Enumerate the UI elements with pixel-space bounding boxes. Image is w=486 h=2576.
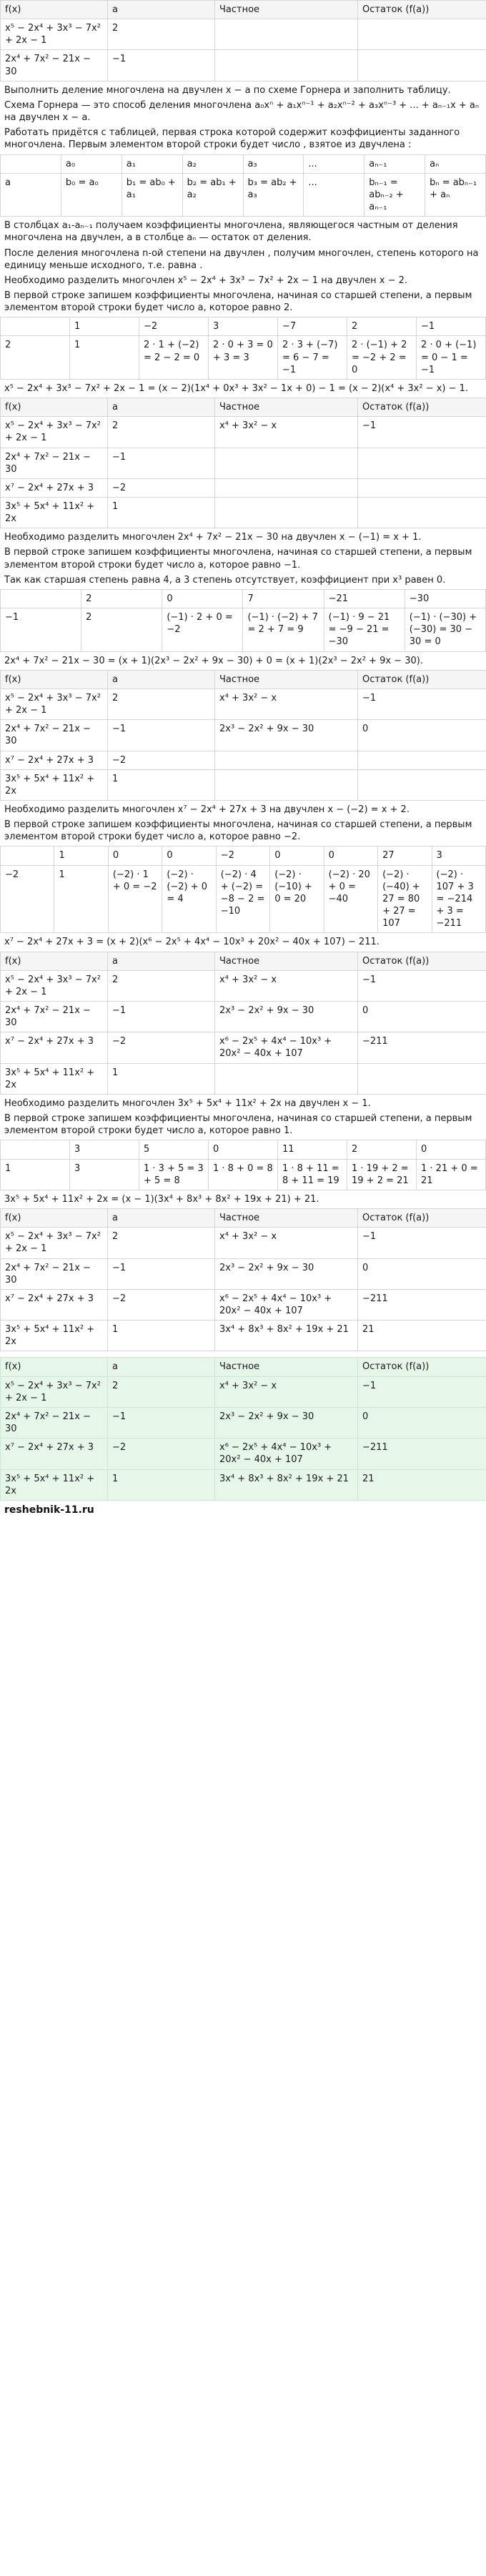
- intro-paragraph: Работать придётся с таблицей, первая строка которой содержит коэффициенты заданного многочлена. Первым элементом второй строки будет число , взятое из двучлена :: [4, 127, 460, 151]
- cell-fx: 3x⁵ + 5x⁴ + 11x² + 2x: [1, 1063, 108, 1094]
- cell-remainder: 0: [358, 1258, 486, 1289]
- cell-fx: x⁵ − 2x⁴ + 3x³ − 7x² + 2x − 1: [1, 1228, 108, 1258]
- header-remainder: Остаток (f(a)): [358, 398, 486, 417]
- horner-cell: 2 · (−1) + 2 = −2 + 2 = 0: [347, 336, 417, 379]
- cell-a: −2: [108, 1289, 215, 1320]
- horner-top-row: [1, 1140, 486, 1159]
- cell-remainder: [358, 50, 486, 81]
- cell-quotient: x⁴ + 3x² − x: [215, 1376, 358, 1407]
- cell-quotient: x⁴ + 3x² − x: [215, 689, 358, 719]
- cell-fx: x⁷ − 2x⁴ + 27x + 3: [1, 1032, 108, 1063]
- table-row: [1, 689, 486, 719]
- horner-cell: 0: [209, 1140, 278, 1159]
- cell-a: 2: [108, 970, 215, 1001]
- horner-cell: ...: [304, 154, 364, 173]
- horner-cell: 0: [162, 847, 216, 865]
- horner-cell: 7: [243, 589, 324, 608]
- horner-cell: (−2) · 107 + 3 = −214 + 3 = −211: [432, 865, 486, 933]
- horner-cell: 1: [54, 847, 108, 865]
- result-line: x⁵ − 2x⁴ + 3x³ − 7x² + 2x − 1 = (x − 2)(1x⁴ + 0x³ + 3x² − 1x + 0) − 1 = (x − 2)(x⁴ + 3x² − x) − 1.: [4, 383, 469, 394]
- header-fx: f(x): [1, 952, 108, 970]
- cell-a: −2: [108, 1438, 215, 1469]
- header-quotient: Частное: [215, 398, 358, 417]
- table-row: [1, 498, 486, 528]
- table-row: [1, 769, 486, 800]
- cell-a: 2: [108, 1376, 215, 1407]
- cell-remainder: [358, 1063, 486, 1094]
- table-row: [1, 1063, 486, 1094]
- cell-quotient: 3x⁴ + 8x³ + 8x² + 19x + 21: [215, 1469, 358, 1500]
- horner-cell: −2: [216, 847, 269, 865]
- cell-quotient: x⁴ + 3x² − x: [215, 970, 358, 1001]
- cell-a: 2: [108, 689, 215, 719]
- horner-cell: [1, 589, 81, 608]
- cell-remainder: −211: [358, 1289, 486, 1320]
- table-row: [1, 1469, 486, 1500]
- horner-table-2: [0, 589, 486, 652]
- result-line: 3x⁵ + 5x⁴ + 11x² + 2x = (x − 1)(3x⁴ + 8x³ + 8x² + 19x + 21) + 21.: [4, 1193, 319, 1205]
- table-row: [1, 50, 486, 81]
- cell-remainder: 0: [358, 1002, 486, 1032]
- horner-cell: 2: [81, 589, 162, 608]
- horner-cell: (−1) · 2 + 0 = −2: [162, 608, 243, 651]
- horner-cell: b₂ = ab₁ + a₂: [182, 173, 243, 216]
- cell-a: −1: [108, 448, 215, 478]
- cell-remainder: [358, 448, 486, 478]
- cell-remainder: −1: [358, 417, 486, 448]
- cell-remainder: 21: [358, 1321, 486, 1351]
- horner-cell: a₃: [243, 154, 304, 173]
- table-row: [1, 478, 486, 497]
- table-row: [1, 1289, 486, 1320]
- explain-paragraph: Необходимо разделить многочлен x⁵ − 2x⁴ + 3x³ − 7x² + 2x − 1 на двучлен x − 2.: [4, 275, 408, 286]
- step-paragraph: В первой строке запишем коэффициенты многочлена, начиная со старшей степени, а первым элементом второй строки будет число a, которое равно −1.: [4, 547, 472, 571]
- cell-fx: 3x⁵ + 5x⁴ + 11x² + 2x: [1, 1469, 108, 1500]
- cell-a: 1: [108, 1321, 215, 1351]
- horner-cell: [1, 1140, 70, 1159]
- horner-cell: 3: [70, 1159, 139, 1190]
- cell-a: −1: [108, 720, 215, 751]
- horner-cell: [1, 154, 61, 173]
- cell-fx: 3x⁵ + 5x⁴ + 11x² + 2x: [1, 1321, 108, 1351]
- step-paragraph: В первой строке запишем коэффициенты многочлена, начиная со старшей степени, а первым элементом второй строки будет число a, которое равно −2.: [4, 819, 472, 843]
- table-row: [1, 1438, 486, 1469]
- task-table: [0, 0, 486, 82]
- cell-quotient: [215, 19, 358, 50]
- horner-cell: 1 · 19 + 2 = 19 + 2 = 21: [347, 1159, 417, 1190]
- cell-quotient: [215, 769, 358, 800]
- horner-cell: 2 · 1 + (−2) = 2 − 2 = 0: [139, 336, 209, 379]
- horner-cell: 2 · 3 + (−7) = 6 − 7 = −1: [278, 336, 347, 379]
- cell-remainder: −1: [358, 970, 486, 1001]
- cell-fx: x⁵ − 2x⁴ + 3x³ − 7x² + 2x − 1: [1, 19, 108, 50]
- table-row: [1, 1258, 486, 1289]
- header-fx: f(x): [1, 1358, 108, 1376]
- cell-a: −1: [108, 1258, 215, 1289]
- cell-remainder: [358, 478, 486, 497]
- cell-a: 1: [108, 769, 215, 800]
- cell-quotient: x⁴ + 3x² − x: [215, 417, 358, 448]
- cell-quotient: [215, 478, 358, 497]
- cell-quotient: 2x³ − 2x² + 9x − 30: [215, 1002, 358, 1032]
- cell-a: 2: [108, 19, 215, 50]
- horner-cell: −2: [1, 865, 54, 933]
- cell-a: 2: [108, 417, 215, 448]
- cell-quotient: [215, 448, 358, 478]
- header-quotient: Частное: [215, 952, 358, 970]
- final-answer-table: [0, 1357, 486, 1500]
- cell-a: −2: [108, 751, 215, 769]
- horner-cell: b₃ = ab₂ + a₃: [243, 173, 304, 216]
- horner-cell: 2: [347, 1140, 417, 1159]
- cell-remainder: 21: [358, 1469, 486, 1500]
- cell-fx: 3x⁵ + 5x⁴ + 11x² + 2x: [1, 498, 108, 528]
- horner-cell: bₙ₋₁ = abₙ₋₂ + aₙ₋₁: [364, 173, 425, 216]
- horner-cell: (−1) · (−30) + (−30) = 30 − 30 = 0: [405, 608, 485, 651]
- header-a: a: [108, 1209, 215, 1228]
- horner-cell: 1: [1, 1159, 70, 1190]
- horner-cell: (−2) · (−2) + 0 = 4: [162, 865, 216, 933]
- horner-cell: 1 · 8 + 11 = 8 + 11 = 19: [278, 1159, 347, 1190]
- horner-table-3: [0, 846, 486, 933]
- cell-remainder: [358, 769, 486, 800]
- horner-cell: 3: [70, 1140, 139, 1159]
- horner-cell: 2: [347, 317, 417, 336]
- horner-cell: 11: [278, 1140, 347, 1159]
- table-row: [1, 1002, 486, 1032]
- cell-remainder: 0: [358, 1407, 486, 1438]
- table-row: [1, 720, 486, 751]
- table-row: [1, 970, 486, 1001]
- horner-cell: 1: [54, 865, 108, 933]
- cell-fx: x⁷ − 2x⁴ + 27x + 3: [1, 1438, 108, 1469]
- horner-cell: 1: [70, 317, 139, 336]
- cell-a: −1: [108, 50, 215, 81]
- cell-a: −1: [108, 1407, 215, 1438]
- horner-general-table: [0, 154, 486, 217]
- horner-cell: 3: [432, 847, 486, 865]
- horner-bottom-row: [1, 865, 486, 933]
- cell-fx: 2x⁴ + 7x² − 21x − 30: [1, 50, 108, 81]
- header-quotient: Частное: [215, 670, 358, 689]
- horner-cell: 27: [378, 847, 432, 865]
- cell-quotient: x⁶ − 2x⁵ + 4x⁴ − 10x³ + 20x² − 40x + 107: [215, 1289, 358, 1320]
- header-fx: f(x): [1, 398, 108, 417]
- table-row: [1, 1376, 486, 1407]
- horner-table-4: [0, 1140, 486, 1190]
- header-a: a: [108, 952, 215, 970]
- horner-cell: 0: [324, 847, 377, 865]
- cell-remainder: −211: [358, 1438, 486, 1469]
- cell-fx: 3x⁵ + 5x⁴ + 11x² + 2x: [1, 769, 108, 800]
- horner-cell: ...: [304, 173, 364, 216]
- cell-quotient: x⁶ − 2x⁵ + 4x⁴ − 10x³ + 20x² − 40x + 107: [215, 1032, 358, 1063]
- cell-remainder: [358, 751, 486, 769]
- cell-a: 1: [108, 498, 215, 528]
- cell-fx: x⁷ − 2x⁴ + 27x + 3: [1, 751, 108, 769]
- cell-fx: x⁷ − 2x⁴ + 27x + 3: [1, 1289, 108, 1320]
- horner-bottom-row: [1, 173, 486, 216]
- step-paragraph: Так как старшая степень равна 4, а 3 степень отсутствует, коэффициент при x³ равен 0.: [4, 574, 446, 586]
- table-header-row: [1, 398, 486, 417]
- horner-cell: (−2) · 20 + 0 = −40: [324, 865, 377, 933]
- explain-paragraph: В столбцах a₁-aₙ₋₁ получаем коэффициенты многочлена, являющегося частным от деления многочлена на двучлен, а в столбце aₙ — остаток от деления.: [4, 220, 458, 244]
- horner-cell: (−2) · (−10) + 0 = 20: [270, 865, 324, 933]
- result-table-3: [0, 670, 486, 801]
- header-a: a: [108, 670, 215, 689]
- horner-cell: a₁: [122, 154, 182, 173]
- cell-quotient: x⁴ + 3x² − x: [215, 1228, 358, 1258]
- table-header-row: [1, 670, 486, 689]
- horner-table-1: [0, 317, 486, 380]
- cell-fx: 2x⁴ + 7x² − 21x − 30: [1, 1407, 108, 1438]
- cell-quotient: x⁶ − 2x⁵ + 4x⁴ − 10x³ + 20x² − 40x + 107: [215, 1438, 358, 1469]
- horner-cell: 0: [162, 589, 243, 608]
- result-table-4: [0, 952, 486, 1095]
- table-row: [1, 417, 486, 448]
- horner-cell: 0: [108, 847, 162, 865]
- step-paragraph: Необходимо разделить многочлен 2x⁴ + 7x² − 21x − 30 на двучлен x − (−1) = x + 1.: [4, 532, 422, 543]
- header-a: a: [108, 1358, 215, 1376]
- step-paragraph: В первой строке запишем коэффициенты многочлена, начиная со старшей степени, а первым элементом второй строки будет число a, которое равно 1.: [4, 1113, 472, 1137]
- cell-fx: x⁵ − 2x⁴ + 3x³ − 7x² + 2x − 1: [1, 1376, 108, 1407]
- cell-fx: 2x⁴ + 7x² − 21x − 30: [1, 448, 108, 478]
- cell-quotient: [215, 751, 358, 769]
- header-quotient: Частное: [215, 1358, 358, 1376]
- horner-cell: 2 · 0 + 3 = 0 + 3 = 3: [209, 336, 278, 379]
- horner-bottom-row: [1, 608, 486, 651]
- horner-cell: 0: [417, 1140, 486, 1159]
- header-remainder: Остаток (f(a)): [358, 1, 486, 19]
- horner-cell: 1: [70, 336, 139, 379]
- table-header-row: [1, 952, 486, 970]
- cell-quotient: 2x³ − 2x² + 9x − 30: [215, 1407, 358, 1438]
- horner-cell: b₁ = ab₀ + a₁: [122, 173, 182, 216]
- header-a: a: [108, 1, 215, 19]
- intro-paragraph: Схема Горнера — это способ деления многочлена a₀xⁿ + a₁xⁿ⁻¹ + a₂xⁿ⁻² + a₃xⁿ⁻³ + ... + aₙ₋₁x + aₙ на двучлен x − a.: [4, 99, 480, 124]
- cell-fx: 2x⁴ + 7x² − 21x − 30: [1, 1002, 108, 1032]
- cell-a: 2: [108, 1228, 215, 1258]
- cell-remainder: −1: [358, 689, 486, 719]
- table-row: [1, 19, 486, 50]
- horner-cell: [1, 847, 54, 865]
- horner-cell: 3: [209, 317, 278, 336]
- table-row: [1, 1407, 486, 1438]
- horner-bottom-row: [1, 1159, 486, 1190]
- header-fx: f(x): [1, 1, 108, 19]
- header-remainder: Остаток (f(a)): [358, 1358, 486, 1376]
- horner-cell: 5: [139, 1140, 209, 1159]
- horner-cell: −2: [139, 317, 209, 336]
- horner-cell: (−1) · (−2) + 7 = 2 + 7 = 9: [243, 608, 324, 651]
- table-row: [1, 1321, 486, 1351]
- horner-cell: (−2) · (−40) + 27 = 80 + 27 = 107: [378, 865, 432, 933]
- horner-cell: 2 · 0 + (−1) = 0 − 1 = −1: [417, 336, 486, 379]
- horner-cell: −7: [278, 317, 347, 336]
- cell-quotient: 2x³ − 2x² + 9x − 30: [215, 1258, 358, 1289]
- cell-a: 1: [108, 1469, 215, 1500]
- result-line: 2x⁴ + 7x² − 21x − 30 = (x + 1)(2x³ − 2x² + 9x − 30) + 0 = (x + 1)(2x³ − 2x² + 9x − 30).: [4, 655, 423, 666]
- horner-cell: (−1) · 9 − 21 = −9 − 21 = −30: [324, 608, 405, 651]
- cell-quotient: [215, 1063, 358, 1094]
- cell-fx: 2x⁴ + 7x² − 21x − 30: [1, 1258, 108, 1289]
- step-paragraph: Необходимо разделить многочлен 3x⁵ + 5x⁴ + 11x² + 2x на двучлен x − 1.: [4, 1097, 371, 1109]
- header-remainder: Остаток (f(a)): [358, 670, 486, 689]
- step-paragraph: Необходимо разделить многочлен x⁷ − 2x⁴ + 27x + 3 на двучлен x − (−2) = x + 2.: [4, 804, 410, 815]
- horner-cell: 2: [81, 608, 162, 651]
- result-line: x⁷ − 2x⁴ + 27x + 3 = (x + 2)(x⁶ − 2x⁵ + 4x⁴ − 10x³ + 20x² − 40x + 107) − 211.: [4, 937, 380, 948]
- horner-cell: [1, 317, 70, 336]
- horner-bottom-row: [1, 336, 486, 379]
- table-header-row: [1, 1, 486, 19]
- header-fx: f(x): [1, 670, 108, 689]
- cell-quotient: [215, 498, 358, 528]
- table-row: [1, 751, 486, 769]
- intro-paragraph: Выполнить деление многочлена на двучлен x − a по схеме Горнера и заполнить таблицу.: [4, 84, 451, 96]
- header-quotient: Частное: [215, 1, 358, 19]
- horner-top-row: [1, 317, 486, 336]
- horner-top-row: [1, 847, 486, 865]
- table-header-row: [1, 1209, 486, 1228]
- cell-remainder: −1: [358, 1376, 486, 1407]
- horner-cell: aₙ₋₁: [364, 154, 425, 173]
- table-row: [1, 1032, 486, 1063]
- table-row: [1, 448, 486, 478]
- cell-fx: x⁵ − 2x⁴ + 3x³ − 7x² + 2x − 1: [1, 970, 108, 1001]
- header-remainder: Остаток (f(a)): [358, 952, 486, 970]
- cell-quotient: [215, 50, 358, 81]
- cell-a: 1: [108, 1063, 215, 1094]
- cell-quotient: 2x³ − 2x² + 9x − 30: [215, 720, 358, 751]
- table-row: [1, 1228, 486, 1258]
- cell-fx: x⁵ − 2x⁴ + 3x³ − 7x² + 2x − 1: [1, 689, 108, 719]
- horner-cell: 2: [1, 336, 70, 379]
- cell-remainder: [358, 498, 486, 528]
- header-quotient: Частное: [215, 1209, 358, 1228]
- horner-cell: 1 · 3 + 5 = 3 + 5 = 8: [139, 1159, 209, 1190]
- horner-cell: a₀: [61, 154, 122, 173]
- header-a: a: [108, 398, 215, 417]
- result-table-2: [0, 398, 486, 528]
- horner-cell: a: [1, 173, 61, 216]
- horner-cell: −1: [417, 317, 486, 336]
- cell-fx: 2x⁴ + 7x² − 21x − 30: [1, 720, 108, 751]
- cell-remainder: 0: [358, 720, 486, 751]
- cell-a: −1: [108, 1002, 215, 1032]
- explain-paragraph: В первой строке запишем коэффициенты многочлена, начиная со старшей степени, а первым элементом второй строки будет число a, которое равно 2.: [4, 290, 472, 314]
- horner-cell: 1 · 8 + 0 = 8: [209, 1159, 278, 1190]
- horner-cell: aₙ: [425, 154, 486, 173]
- explain-paragraph: После деления многочлена n-ой степени на двучлен , получим многочлен, степень которого на единицу меньше исходного, т.е. равна .: [4, 247, 479, 271]
- horner-cell: b₀ = a₀: [61, 173, 122, 216]
- result-table-5: [0, 1208, 486, 1351]
- horner-cell: 1 · 21 + 0 = 21: [417, 1159, 486, 1190]
- cell-remainder: −1: [358, 1228, 486, 1258]
- table-header-row: [1, 1358, 486, 1376]
- header-remainder: Остаток (f(a)): [358, 1209, 486, 1228]
- cell-a: −2: [108, 478, 215, 497]
- horner-cell: a₂: [182, 154, 243, 173]
- horner-cell: bₙ = abₙ₋₁ + aₙ: [425, 173, 486, 216]
- cell-fx: x⁵ − 2x⁴ + 3x³ − 7x² + 2x − 1: [1, 417, 108, 448]
- watermark: reshebnik-11.ru: [4, 1504, 94, 1516]
- horner-top-row: [1, 589, 486, 608]
- horner-cell: 0: [270, 847, 324, 865]
- horner-top-row: [1, 154, 486, 173]
- header-fx: f(x): [1, 1209, 108, 1228]
- horner-cell: −1: [1, 608, 81, 651]
- horner-cell: −21: [324, 589, 405, 608]
- cell-fx: x⁷ − 2x⁴ + 27x + 3: [1, 478, 108, 497]
- cell-remainder: −211: [358, 1032, 486, 1063]
- cell-a: −2: [108, 1032, 215, 1063]
- horner-cell: −30: [405, 589, 485, 608]
- horner-cell: (−2) · 1 + 0 = −2: [108, 865, 162, 933]
- horner-cell: (−2) · 4 + (−2) = −8 − 2 = −10: [216, 865, 269, 933]
- cell-quotient: 3x⁴ + 8x³ + 8x² + 19x + 21: [215, 1321, 358, 1351]
- cell-remainder: [358, 19, 486, 50]
